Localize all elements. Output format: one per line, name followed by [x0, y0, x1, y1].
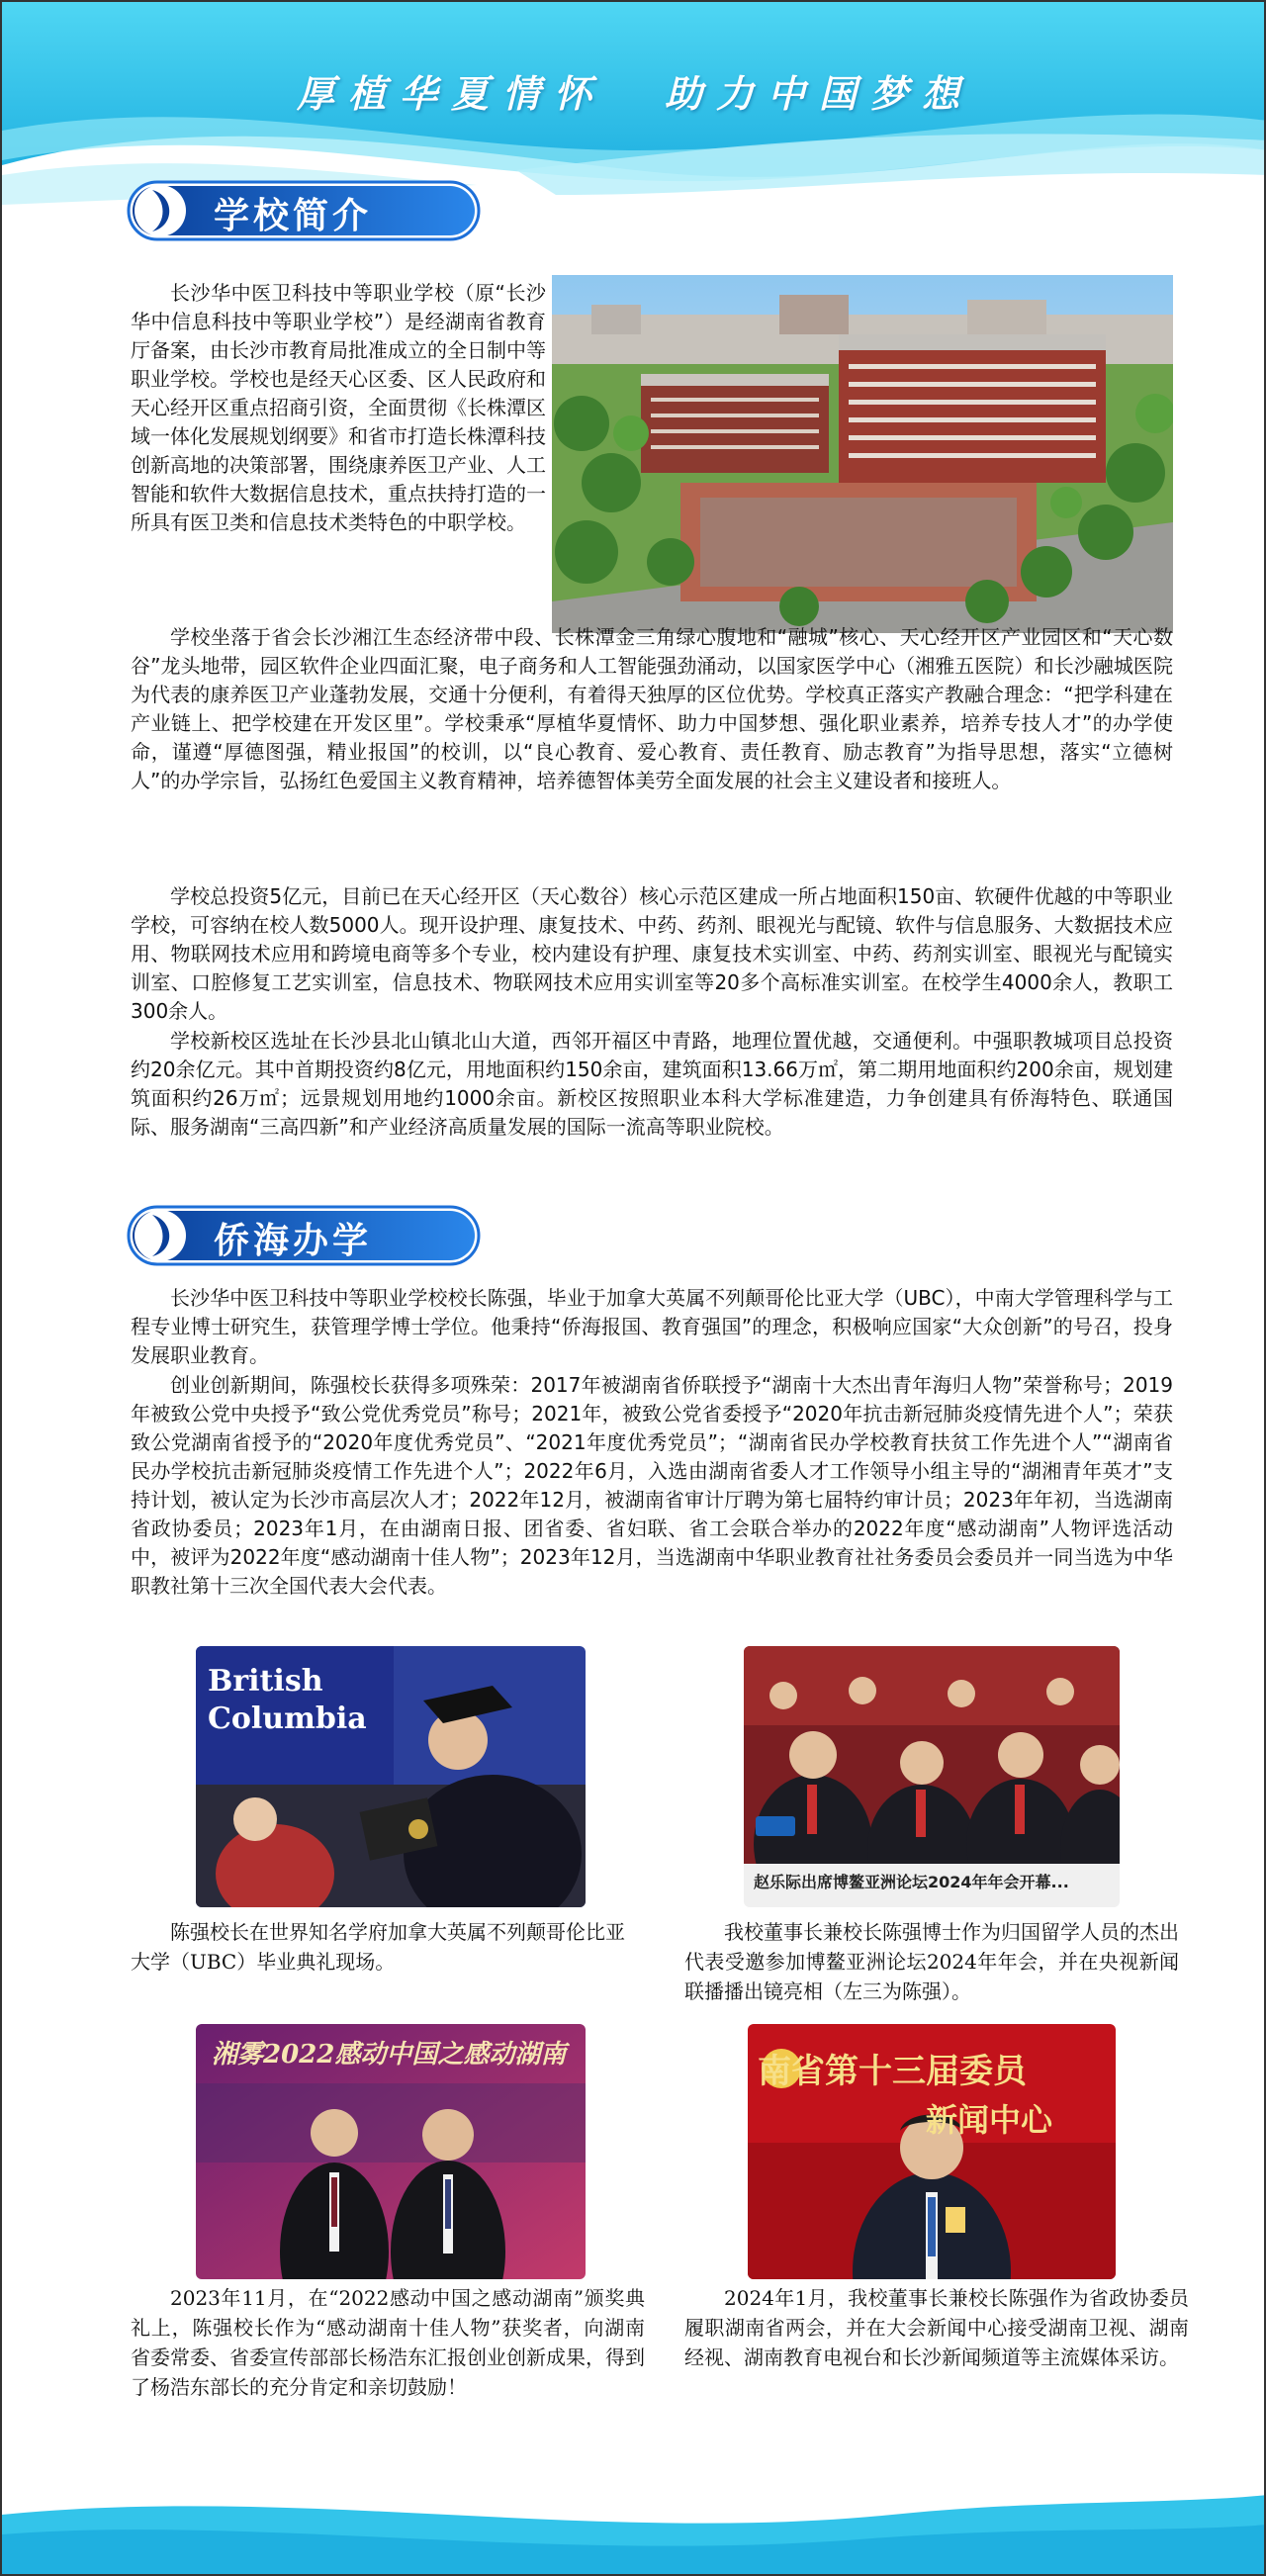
- caption-ubc-graduation: 陈强校长在世界知名学府加拿大英属不列颠哥伦比亚大学（UBC）毕业典礼现场。: [131, 1920, 625, 1974]
- ubc-sign-line2: Columbia: [208, 1702, 367, 1736]
- section-title: 学校简介: [214, 196, 373, 236]
- slogan-left: 厚植华夏情怀: [296, 71, 605, 116]
- ceremony-banner-text: 湘雾2022感动中国之感动湖南: [212, 2040, 567, 2070]
- section-header-school-intro: [127, 180, 483, 241]
- intro-paragraph-1: 长沙华中医卫科技中等职业学校（原“长沙华中信息科技中等职业学校”）是经湖南省教育厅备案，由长沙市教育局批准成立的全日制中等职业学校。学校也是经天心区委、区人民政府和天心经开区重点招商引资，全面贯彻《长株潭区域一体化发展规划纲要》和省市打造长株潭科技创新高地的决策部署，围绕康养医卫产业、人工智能和软件大数据信息技术，重点扶持打造的一所具有医卫类和信息技术类特色的中职学校。: [131, 281, 546, 534]
- overseas-paragraph-1: 长沙华中医卫科技中等职业学校校长陈强，毕业于加拿大英属不列颠哥伦比亚大学（UBC），中南大学管理科学与工程专业博士研究生，获管理学博士学位。他秉持“侨海报国、教育强国”的理念，积极响应国家“大众创新”的号召，投身发展职业教育。: [131, 1286, 1173, 1367]
- campus-photo: [552, 275, 1173, 633]
- campus-aerial-image: [552, 275, 1173, 633]
- photo-boao-forum: [744, 1646, 1120, 1907]
- caption-boao-forum: 我校董事长兼校长陈强博士作为归国留学人员的杰出代表受邀参加博鳌亚洲论坛2024年年会，并在央视新闻联播播出镜亮相（左三为陈强）。: [684, 1920, 1179, 2003]
- caption-touching-hunan: 2023年11月，在“2022感动中国之感动湖南”颁奖典礼上，陈强校长作为“感动湖南十佳人物”获奖者，向湖南省委常委、省委宣传部部长杨浩东汇报创业创新成果，得到了杨浩东部长的充分肯定和亲切鼓励！: [131, 2286, 645, 2399]
- intro-paragraph-2: 学校坐落于省会长沙湘江生态经济带中段、长株潭金三角绿心腹地和“融城”核心、天心经开区产业园区和“天心数谷”龙头地带，园区软件企业四面汇聚，电子商务和人工智能强劲涌动，以国家医学中心（湘雅五医院）和长沙融城医院为代表的康养医卫产业蓬勃发展，交通十分便利，有着得天独厚的区位优势。学校真正落实产教融合理念：“把学科建在产业链上、把学校建在开发区里”。学校秉承“厚植华夏情怀、助力中国梦想、强化职业素养，培养专技人才”的办学使命，谨遵“厚德图强，精业报国”的校训，以“良心教育、爱心教育、责任教育、励志教育”为指导思想，落实“立德树人”的办学宗旨，弘扬红色爱国主义教育精神，培养德智体美劳全面发展的社会主义建设者和接班人。: [131, 625, 1173, 792]
- forum-audience-image: [744, 1646, 1120, 1864]
- slogan: [2, 63, 1266, 118]
- intro-paragraph-4: 学校新校区选址在长沙县北山镇北山大道，西邻开福区中青路，地理位置优越，交通便利。中强职教城项目总投资约20余亿元。其中首期投资约8亿元，用地面积约150余亩，建筑面积13.66万㎡，第二期用地面积约200余亩，规划建筑面积约26万㎡；远景规划用地约1000余亩。新校区按照职业本科大学标准建造，力争创建具有侨海特色、联通国际、服务湖南“三高四新”和产业经济高质量发展的国际一流高等职业院校。: [131, 1029, 1173, 1139]
- intro-paragraph-3: 学校总投资5亿元，目前已在天心经开区（天心数谷）核心示范区建成一所占地面积150亩、软硬件优越的中等职业学校，可容纳在校人数5000人。现开设护理、康复技术、中药、药剂、眼视光与配镜、软件与信息服务、大数据技术应用、物联网技术应用和跨境电商等多个专业，校内建设有护理、康复技术实训室、中药、药剂实训室、眼视光与配镜实训室、口腔修复工艺实训室，信息技术、物联网技术应用实训室等20多个高标准实训室。在校学生4000余人，教职工300余人。: [131, 884, 1173, 1023]
- slogan-right: 助力中国梦想: [665, 71, 974, 116]
- photo-touching-hunan-ceremony: [196, 2024, 586, 2279]
- press-banner-text-2: 新闻中心: [926, 2101, 1053, 2139]
- section-header-overseas-schooling: [127, 1205, 483, 1266]
- footer-waves-graphic: [2, 2475, 1266, 2576]
- overseas-paragraph-2: 创业创新期间，陈强校长获得多项殊荣：2017年被湖南省侨联授予“湖南十大杰出青年海归人物”荣誉称号；2019年被致公党中央授予“致公党优秀党员”称号；2021年，被致公党省委授予“2020年抗击新冠肺炎疫情先进个人”；荣获致公党湖南省授予的“2020年度优秀党员”、“2021年度优秀党员”；“湖南省民办学校教育扶贫工作先进个人”“湖南省民办学校抗击新冠肺炎疫情工作先进个人”；2022年6月，入选由湖南省委人才工作领导小组主导的“湖湘青年英才”支持计划，被认定为长沙市高层次人才；2022年12月，被湖南省审计厅聘为第七届特约审计员；2023年年初，当选湖南省政协委员；2023年1月，在由湖南日报、团省委、省妇联、省工会联合举办的2022年度“感动湖南”人物评选活动中，被评为2022年度“感动湖南十佳人物”；2023年12月，当选湖南中华职业教育社社务委员会委员并一同当选为中华职教社第十三次全国代表大会代表。: [131, 1373, 1173, 1598]
- press-banner-text: 南省第十三届委员: [758, 2052, 1027, 2091]
- header-banner: [2, 2, 1266, 210]
- news-ticker-text: 赵乐际出席博鳌亚洲论坛2024年年会开幕...: [754, 1873, 1069, 1891]
- ubc-sign-line1: British: [208, 1664, 323, 1699]
- photo-two-sessions-press: [748, 2024, 1116, 2279]
- section-title: 侨海办学: [214, 1221, 373, 1261]
- caption-two-sessions: 2024年1月，我校董事长兼校长陈强作为省政协委员履职湖南省两会，并在大会新闻中心接受湖南卫视、湖南经视、湖南教育电视台和长沙新闻频道等主流媒体采访。: [684, 2286, 1189, 2369]
- photo-ubc-graduation: [196, 1646, 586, 1907]
